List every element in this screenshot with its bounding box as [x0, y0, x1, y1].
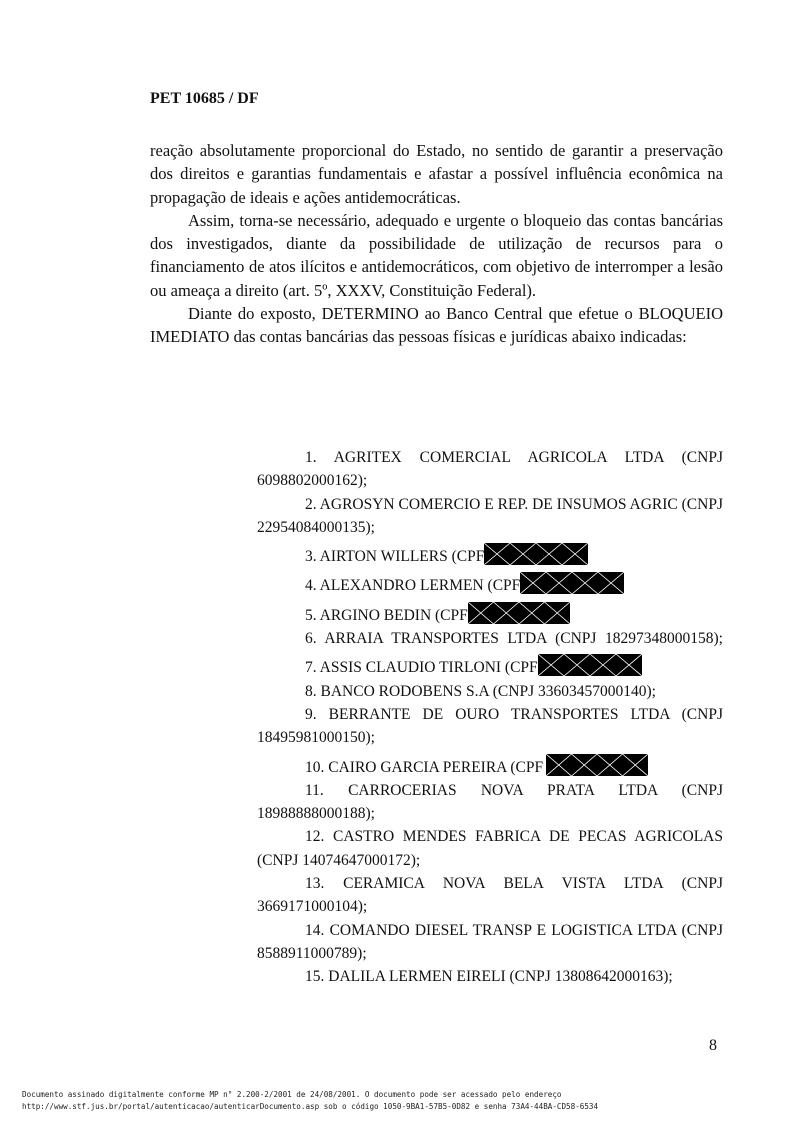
redaction-block: [484, 543, 588, 565]
redaction-block: [468, 602, 570, 624]
document-header: [150, 90, 259, 108]
paragraph: Assim, torna-se necessário, adequado e urgente o bloqueio das contas bancárias dos investigados, diante da possibilidade de utilização de recursos para o financiamento de atos ilícitos e antidemocráticos, com objetivo de interromper a lesão ou ameaça a direito (art. 5º, XXXV, Constituição Federal).: [150, 210, 723, 300]
list-item: [257, 919, 723, 966]
list-item: [257, 825, 723, 872]
list-item-text: 4. ALEXANDRO LERMEN (CPF: [305, 577, 521, 595]
list-item: [257, 493, 723, 540]
list-item-text: 1. AGRITEX COMERCIAL AGRICOLA LTDA (CNPJ 6098802000162);: [257, 449, 723, 490]
page-number: 8: [709, 1037, 717, 1054]
redaction-block: [538, 654, 642, 676]
list-item: [257, 568, 723, 597]
list-item: [257, 627, 723, 650]
list-item: [257, 703, 723, 750]
list-item-text: 5. ARGINO BEDIN (CPF: [305, 606, 468, 624]
redaction-block: [546, 754, 648, 776]
body-text: [150, 139, 723, 349]
footer-line: http://www.stf.jus.br/portal/autenticacao/autenticarDocumento.asp sob o código 1050-9BA1-57B5-0D82 e senha 73A4-44BA-CD58-6534: [22, 1102, 599, 1111]
list-item: [257, 872, 723, 919]
signature-footer: [22, 1089, 782, 1113]
header-case-number: ET 10685 / DF: [159, 90, 259, 107]
list-item-text: 6. ARRAIA TRANSPORTES LTDA (CNPJ 18297348000158);: [305, 630, 723, 648]
list-item-text: 15. DALILA LERMEN EIRELI (CNPJ 13808642000163);: [305, 968, 673, 986]
list-item-text: 11. CARROCERIAS NOVA PRATA LTDA (CNPJ 18988888000188);: [257, 781, 723, 823]
list-item: [257, 779, 723, 826]
list-item-text: 3. AIRTON WILLERS (CPF: [305, 548, 485, 566]
list-item-text: 2. AGROSYN COMERCIO E REP. DE INSUMOS AGRIC (CNPJ 22954084000135);: [257, 495, 723, 536]
blocked-accounts-list: [257, 446, 723, 989]
header-prefix: P: [150, 90, 160, 107]
list-item-text: 13. CERAMICA NOVA BELA VISTA LTDA (CNPJ 3669171000104);: [257, 875, 723, 916]
footer-line: Documento assinado digitalmente conforme MP n° 2.200-2/2001 de 24/08/2001. O documento pode ser acessado pelo endereço: [22, 1090, 562, 1099]
list-item-text: 14. COMANDO DIESEL TRANSP E LOGISTICA LTDA (CNPJ 8588911000789);: [257, 921, 723, 962]
list-item: [257, 539, 723, 568]
list-item: [257, 680, 723, 703]
list-item-text: 8. BANCO RODOBENS S.A (CNPJ 33603457000140);: [305, 682, 656, 700]
list-item: [257, 598, 723, 627]
list-item: [257, 446, 723, 493]
paragraph: reação absolutamente proporcional do Estado, no sentido de garantir a preservação dos direitos e garantias fundamentais e afastar a possível influência econômica na propagação de ideais e ações antidemocráticas.: [150, 141, 723, 207]
list-item-text: 7. ASSIS CLAUDIO TIRLONI (CPF: [305, 659, 538, 677]
list-item-text: 12. CASTRO MENDES FABRICA DE PECAS AGRICOLAS (CNPJ 14074647000172);: [257, 828, 723, 869]
list-item: [257, 750, 723, 779]
list-item-text: 9. BERRANTE DE OURO TRANSPORTES LTDA (CNPJ 18495981000150);: [257, 705, 723, 747]
list-item-text: 10. CAIRO GARCIA PEREIRA (CPF: [305, 758, 544, 776]
list-item: [257, 965, 723, 988]
paragraph: Diante do exposto, DETERMINO ao Banco Central que efetue o BLOQUEIO IMEDIATO das contas bancárias das pessoas físicas e jurídicas abaixo indicadas:: [150, 304, 723, 347]
list-item: [257, 650, 723, 679]
redaction-block: [520, 572, 624, 594]
